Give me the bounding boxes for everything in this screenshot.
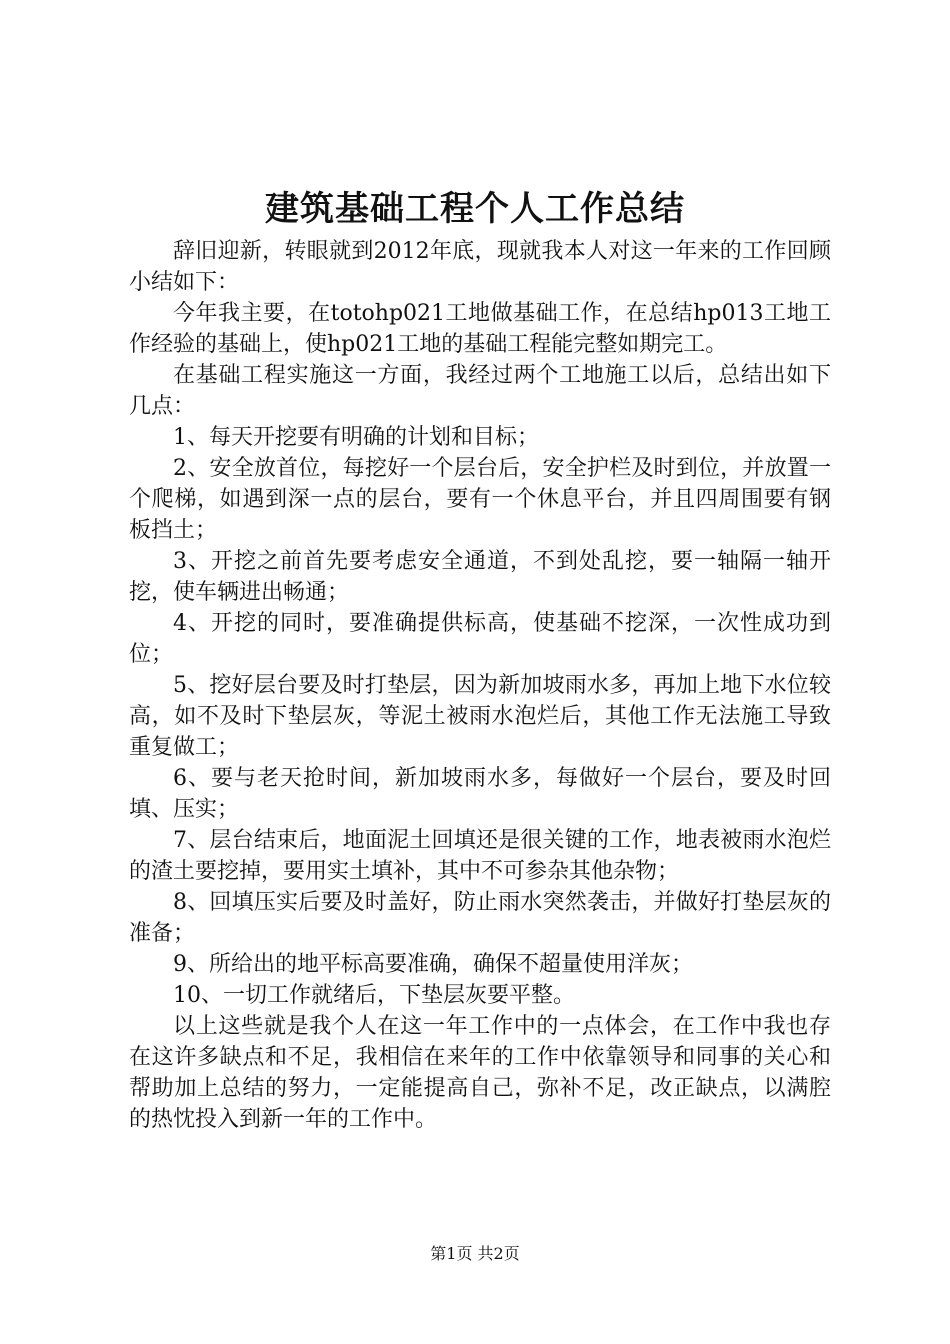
paragraph: 今年我主要，在totohp021工地做基础工作，在总结hp013工地工作经验的基础上，使hp021工地的基础工程能完整如期完工。 xyxy=(129,301,831,357)
list-item: 10、一切工作就绪后，下垫层灰要平整。 xyxy=(173,983,575,1008)
list-item: 6、要与老天抢时间，新加坡雨水多，每做好一个层台，要及时回填、压实； xyxy=(129,766,831,822)
list-item: 3、开挖之前首先要考虑安全通道，不到处乱挖，要一轴隔一轴开挖，使车辆进出畅通； xyxy=(129,549,831,605)
paragraph: 以上这些就是我个人在这一年工作中的一点体会，在工作中我也存在这许多缺点和不足，我相信在来年的工作中依靠领导和同事的关心和帮助加上总结的努力，一定能提高自己，弥补不足，改正缺点，以满腔的热忱投入到新一年的工作中。 xyxy=(129,1014,831,1132)
document-body xyxy=(129,236,831,1135)
list-item: 5、挖好层台要及时打垫层，因为新加坡雨水多，再加上地下水位较高，如不及时下垫层灰，等泥土被雨水泡烂后，其他工作无法施工导致重复做工； xyxy=(129,673,831,760)
list-item: 7、层台结束后，地面泥土回填还是很关键的工作，地表被雨水泡烂的渣土要挖掉，要用实土填补，其中不可参杂其他杂物； xyxy=(129,828,831,884)
page-footer: 第1页 共2页 xyxy=(430,1244,520,1263)
list-item: 1、每天开挖要有明确的计划和目标； xyxy=(173,425,539,450)
paragraph: 辞旧迎新，转眼就到2012年底，现就我本人对这一年来的工作回顾小结如下： xyxy=(129,239,831,295)
paragraph: 在基础工程实施这一方面，我经过两个工地施工以后，总结出如下几点： xyxy=(129,363,831,419)
list-item: 2、安全放首位，每挖好一个层台后，安全护栏及时到位，并放置一个爬梯，如遇到深一点的层台，要有一个休息平台，并且四周围要有钢板挡土； xyxy=(129,456,831,543)
document-title: 建筑基础工程个人工作总结 xyxy=(265,189,685,229)
list-item: 9、所给出的地平标高要准确，确保不超量使用洋灰； xyxy=(173,952,693,977)
list-item: 4、开挖的同时，要准确提供标高，使基础不挖深，一次性成功到位； xyxy=(129,611,831,667)
list-item: 8、回填压实后要及时盖好，防止雨水突然袭击，并做好打垫层灰的准备； xyxy=(129,890,831,946)
